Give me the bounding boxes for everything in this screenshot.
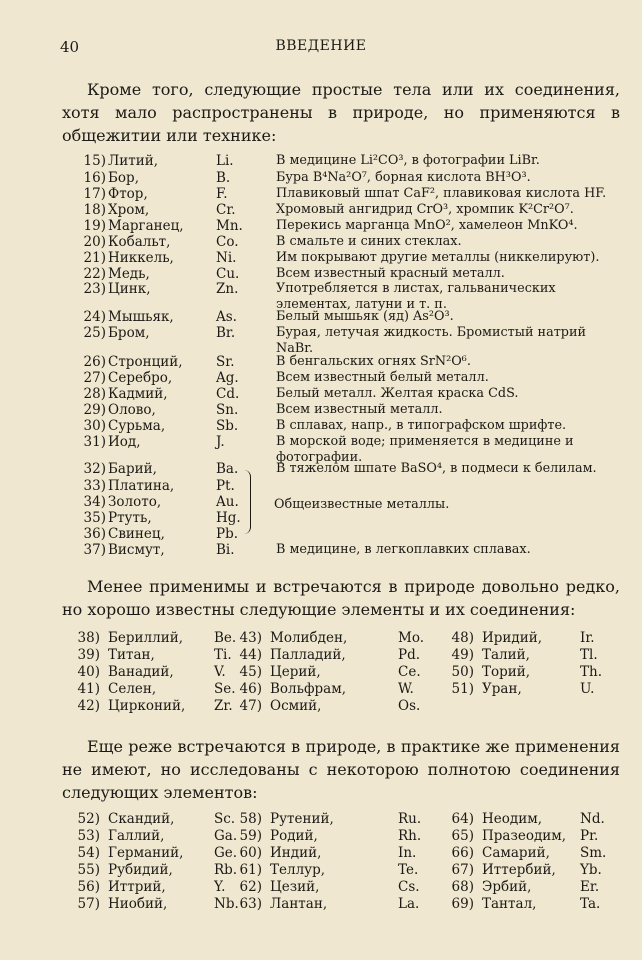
- element-name: Барий,: [108, 461, 157, 477]
- element-name: Торий,: [482, 664, 531, 680]
- element-number: 52): [77, 811, 100, 827]
- element-number: 19): [83, 218, 106, 234]
- element-number: 30): [83, 418, 106, 434]
- element-description: Всем известный белый металл.: [276, 370, 489, 385]
- element-name: Рубидий,: [108, 862, 173, 878]
- element-symbol: Hg.: [216, 510, 241, 526]
- element-number: 25): [83, 325, 106, 341]
- element-number: 26): [83, 354, 106, 370]
- element-number: 16): [83, 170, 106, 186]
- element-name: Иттрий,: [108, 879, 166, 895]
- element-name: Эрбий,: [482, 879, 532, 895]
- element-name: Мышьяк,: [108, 309, 174, 325]
- element-symbol: Rh.: [398, 828, 422, 844]
- element-description: Всем известный красный металл.: [276, 266, 505, 281]
- element-name: Селен,: [108, 681, 157, 697]
- element-name: Олово,: [108, 402, 156, 418]
- element-description: Белый металл. Желтая краска CdS.: [276, 386, 519, 401]
- brace-bracket: [244, 470, 251, 534]
- element-symbol: Ni.: [216, 250, 237, 266]
- element-name: Индий,: [270, 845, 322, 861]
- element-name: Титан,: [108, 647, 155, 663]
- element-number: 49): [451, 647, 474, 663]
- element-name: Скандий,: [108, 811, 175, 827]
- element-number: 60): [239, 845, 262, 861]
- element-number: 33): [83, 478, 106, 494]
- element-symbol: Y.: [214, 879, 226, 895]
- element-description: Перекись марганца MnO², хамелеон MnKO⁴.: [276, 218, 578, 233]
- page-number: 40: [60, 38, 80, 56]
- element-name: Серебро,: [108, 370, 173, 386]
- element-symbol: Zr.: [214, 698, 233, 714]
- element-symbol: Ce.: [398, 664, 421, 680]
- element-name: Литий,: [108, 153, 159, 169]
- element-number: 22): [83, 266, 106, 282]
- element-symbol: Ir.: [580, 630, 595, 646]
- element-number: 46): [239, 681, 262, 697]
- element-description: Употребляется в листах, гальванических элементах, латуни и т. п.: [276, 281, 556, 312]
- element-name: Марганец,: [108, 218, 184, 234]
- element-name: Вольфрам,: [270, 681, 347, 697]
- element-description: В сплавах, напр., в типографском шрифте.: [276, 418, 567, 433]
- element-symbol: Pt.: [216, 478, 235, 494]
- element-number: 38): [77, 630, 100, 646]
- element-name: Цезий,: [270, 879, 320, 895]
- element-symbol: Os.: [398, 698, 421, 714]
- element-name: Талий,: [482, 647, 530, 663]
- element-number: 64): [451, 811, 474, 827]
- element-name: Родий,: [270, 828, 318, 844]
- element-name: Галлий,: [108, 828, 165, 844]
- element-number: 44): [239, 647, 262, 663]
- element-name: Кадмий,: [108, 386, 168, 402]
- element-description: Белый мышьяк (яд) As²O³.: [276, 309, 454, 324]
- element-name: Сурьма,: [108, 418, 166, 434]
- element-symbol: Ti.: [214, 647, 232, 663]
- element-symbol: Nb.: [214, 896, 239, 912]
- element-number: 39): [77, 647, 100, 663]
- element-symbol: Er.: [580, 879, 600, 895]
- element-symbol: Nd.: [580, 811, 605, 827]
- element-symbol: Cr.: [216, 202, 236, 218]
- element-name: Бор,: [108, 170, 139, 186]
- element-description: Всем известный металл.: [276, 402, 443, 417]
- element-symbol: Te.: [398, 862, 419, 878]
- element-symbol: Cs.: [398, 879, 420, 895]
- element-description: В медицине, в легкоплавких сплавах.: [276, 542, 531, 557]
- element-name: Осмий,: [270, 698, 322, 714]
- element-symbol: W.: [398, 681, 414, 697]
- element-number: 51): [451, 681, 474, 697]
- element-number: 43): [239, 630, 262, 646]
- element-name: Уран,: [482, 681, 522, 697]
- element-symbol: Se.: [214, 681, 236, 697]
- element-number: 57): [77, 896, 100, 912]
- element-number: 56): [77, 879, 100, 895]
- element-description: В тяжелом шпате BaSO⁴, в подмеси к белилам.: [276, 461, 597, 476]
- element-name: Лантан,: [270, 896, 328, 912]
- common-metals-note: Общеизвестные металлы.: [274, 497, 450, 512]
- element-description: В морской воде; применяется в медицине и фотографии.: [276, 434, 574, 465]
- element-number: 41): [77, 681, 100, 697]
- element-description: В медицине Li²CO³, в фотографии LiBr.: [276, 153, 540, 168]
- element-symbol: Pr.: [580, 828, 599, 844]
- element-description: Бура B⁴Na²O⁷, борная кислота BH³O³.: [276, 170, 531, 185]
- element-name: Платина,: [108, 478, 175, 494]
- element-symbol: Br.: [216, 325, 236, 341]
- element-name: Ванадий,: [108, 664, 174, 680]
- element-number: 32): [83, 461, 106, 477]
- element-description: Им покрывают другие металлы (никкелируют).: [276, 250, 600, 265]
- element-description: Хромовый ангидрид CrO³, хромпик K²Cr²O⁷.: [276, 202, 574, 217]
- paragraph-less-common: Менее применимы и встречаются в природе довольно редко, но хорошо известны следующие элементы и их соединения:: [62, 577, 620, 619]
- element-name: Церий,: [270, 664, 321, 680]
- element-name: Бериллий,: [108, 630, 183, 646]
- element-symbol: Li.: [216, 153, 234, 169]
- element-number: 62): [239, 879, 262, 895]
- element-number: 58): [239, 811, 262, 827]
- element-number: 50): [451, 664, 474, 680]
- element-number: 40): [77, 664, 100, 680]
- element-symbol: Ag.: [216, 370, 239, 386]
- element-number: 66): [451, 845, 474, 861]
- element-name: Никкель,: [108, 250, 174, 266]
- element-number: 35): [83, 510, 106, 526]
- paragraph-rare: Еще реже встречаются в природе, в практике же применения не имеют, но исследованы с некоторою полнотою соединения следующих элементов:: [62, 737, 620, 802]
- element-description: В бенгальских огнях SrN²O⁶.: [276, 354, 471, 369]
- element-symbol: Be.: [214, 630, 237, 646]
- element-name: Золото,: [108, 494, 162, 510]
- element-number: 55): [77, 862, 100, 878]
- element-number: 34): [83, 494, 106, 510]
- element-symbol: Ta.: [580, 896, 601, 912]
- element-name: Германий,: [108, 845, 184, 861]
- element-name: Свинец,: [108, 526, 165, 542]
- element-name: Иод,: [108, 434, 141, 450]
- element-number: 47): [239, 698, 262, 714]
- element-number: 31): [83, 434, 106, 450]
- element-symbol: La.: [398, 896, 420, 912]
- element-symbol: Ga.: [214, 828, 238, 844]
- element-symbol: Zn.: [216, 281, 239, 297]
- element-name: Хром,: [108, 202, 150, 218]
- element-name: Ртуть,: [108, 510, 152, 526]
- element-symbol: B.: [216, 170, 231, 186]
- element-name: Тантал,: [482, 896, 537, 912]
- paragraph-intro: Кроме того, следующие простые тела или их соединения, хотя мало распространены в природе, но применяются в общежитии или технике:: [62, 80, 620, 145]
- element-symbol: Sn.: [216, 402, 239, 418]
- element-symbol: Pd.: [398, 647, 421, 663]
- element-number: 59): [239, 828, 262, 844]
- element-description: Бурая, летучая жидкость. Бромистый натрий NaBr.: [276, 325, 587, 356]
- element-name: Иридий,: [482, 630, 543, 646]
- element-symbol: Sb.: [216, 418, 239, 434]
- element-number: 63): [239, 896, 262, 912]
- element-symbol: Cd.: [216, 386, 240, 402]
- element-symbol: Bi.: [216, 542, 235, 558]
- element-name: Фтор,: [108, 186, 148, 202]
- element-name: Неодим,: [482, 811, 542, 827]
- element-description: Плавиковый шпат CaF², плавиковая кислота HF.: [276, 186, 607, 201]
- element-symbol: Au.: [216, 494, 239, 510]
- element-number: 29): [83, 402, 106, 418]
- element-name: Висмут,: [108, 542, 165, 558]
- element-name: Празеодим,: [482, 828, 567, 844]
- element-number: 23): [83, 281, 106, 297]
- element-name: Кобальт,: [108, 234, 171, 250]
- element-description: В смальте и синих стеклах.: [276, 234, 462, 249]
- element-symbol: Ru.: [398, 811, 422, 827]
- element-number: 37): [83, 542, 106, 558]
- element-symbol: Sm.: [580, 845, 607, 861]
- element-symbol: Sc.: [214, 811, 236, 827]
- element-symbol: U.: [580, 681, 595, 697]
- element-symbol: Ba.: [216, 461, 239, 477]
- running-title: ВВЕДЕНИЕ: [275, 38, 367, 54]
- element-number: 45): [239, 664, 262, 680]
- element-number: 53): [77, 828, 100, 844]
- element-name: Цирконий,: [108, 698, 186, 714]
- element-name: Цинк,: [108, 281, 151, 297]
- element-symbol: Mn.: [216, 218, 243, 234]
- element-symbol: Co.: [216, 234, 239, 250]
- element-number: 28): [83, 386, 106, 402]
- element-number: 27): [83, 370, 106, 386]
- element-number: 68): [451, 879, 474, 895]
- element-number: 42): [77, 698, 100, 714]
- element-number: 69): [451, 896, 474, 912]
- element-name: Медь,: [108, 266, 150, 282]
- element-number: 65): [451, 828, 474, 844]
- element-number: 36): [83, 526, 106, 542]
- element-symbol: As.: [216, 309, 237, 325]
- element-number: 15): [83, 153, 106, 169]
- element-name: Самарий,: [482, 845, 550, 861]
- element-symbol: Pb.: [216, 526, 239, 542]
- element-number: 54): [77, 845, 100, 861]
- element-name: Теллур,: [270, 862, 326, 878]
- element-number: 48): [451, 630, 474, 646]
- element-name: Ниобий,: [108, 896, 168, 912]
- element-number: 61): [239, 862, 262, 878]
- element-symbol: Yb.: [580, 862, 602, 878]
- element-number: 24): [83, 309, 106, 325]
- element-symbol: Sr.: [216, 354, 235, 370]
- element-symbol: Rb.: [214, 862, 238, 878]
- element-symbol: F.: [216, 186, 228, 202]
- element-symbol: J.: [216, 434, 225, 450]
- element-number: 18): [83, 202, 106, 218]
- element-number: 17): [83, 186, 106, 202]
- element-symbol: V.: [214, 664, 226, 680]
- element-symbol: Mo.: [398, 630, 425, 646]
- element-symbol: In.: [398, 845, 417, 861]
- element-number: 20): [83, 234, 106, 250]
- element-number: 21): [83, 250, 106, 266]
- element-name: Палладий,: [270, 647, 346, 663]
- element-name: Стронций,: [108, 354, 183, 370]
- element-name: Бром,: [108, 325, 150, 341]
- element-symbol: Th.: [580, 664, 602, 680]
- element-symbol: Ge.: [214, 845, 238, 861]
- element-name: Рутений,: [270, 811, 334, 827]
- element-symbol: Tl.: [580, 647, 598, 663]
- element-name: Молибден,: [270, 630, 348, 646]
- element-number: 67): [451, 862, 474, 878]
- element-symbol: Cu.: [216, 266, 240, 282]
- element-name: Иттербий,: [482, 862, 556, 878]
